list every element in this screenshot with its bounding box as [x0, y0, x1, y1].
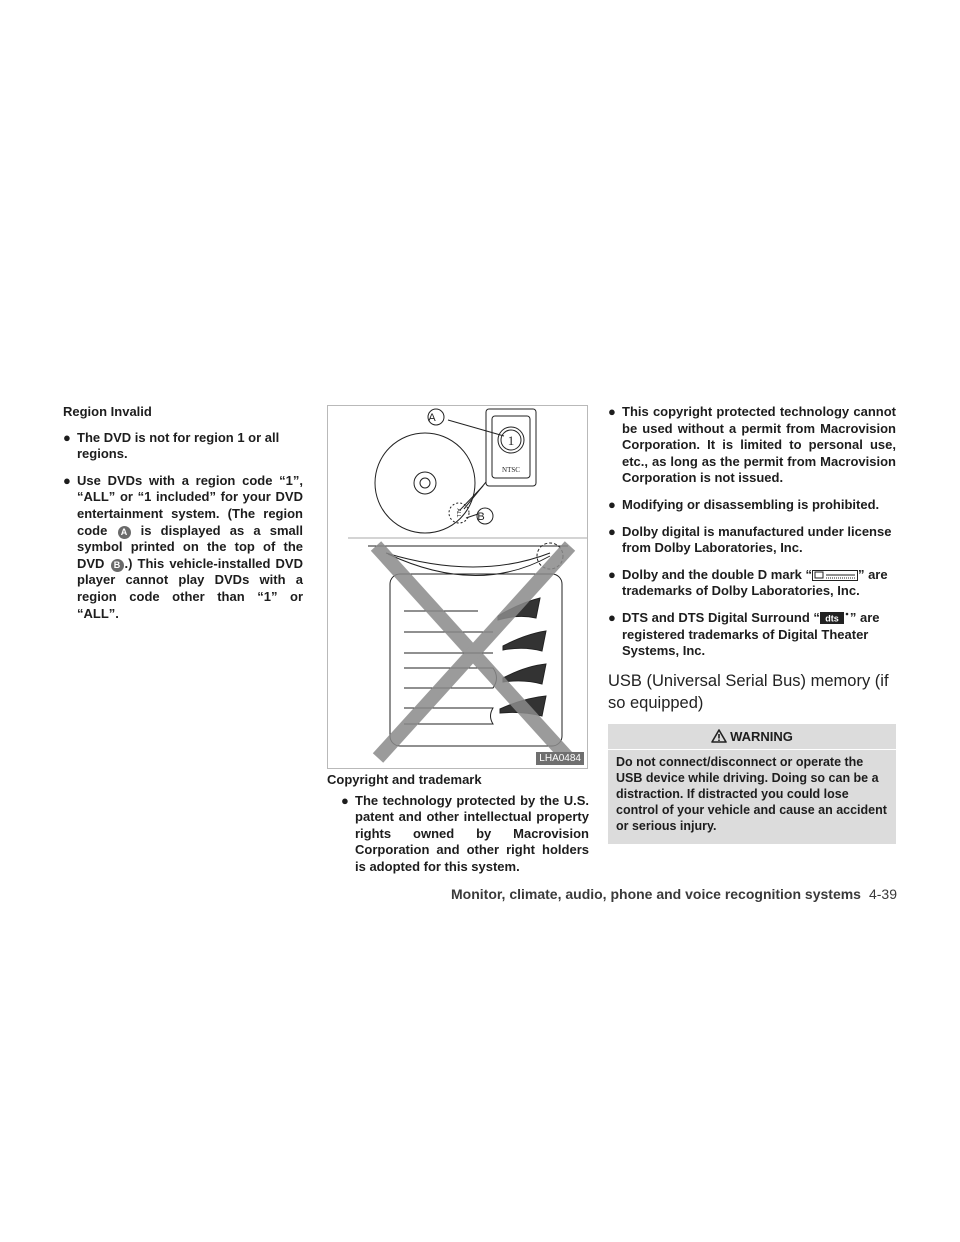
dvd-disc-shape	[375, 433, 475, 533]
figure-callout-a: A	[428, 412, 436, 424]
right-bullet-3: ● Dolby digital is manufactured under license from Dolby Laboratories, Inc.	[608, 523, 892, 556]
right-bullet-4: ● Dolby and the double D mark “ ” are trademarks of Dolby Laboratories, Inc.	[608, 566, 888, 599]
region-bullet-2: ● Use DVDs with a region code “1”, “ALL” or “1 included” for your DVD entertainment system. (The region code A is displayed as a small symbol printed on the top of the DVD B .) This vehicle-installed DVD player cannot play DVDs with a region code other than “1” or “ALL”.	[63, 472, 303, 621]
right-bullet-1: ● This copyright protected technology cannot be used without a permit from Macrovision Corporation. It is limited to personal use, etc., as long as the permit from Macrovision Corporation is not issued.	[608, 404, 896, 486]
warning-header	[608, 724, 896, 750]
region-symbol-digit: 1	[507, 433, 515, 448]
right-bullet-2: ● Modifying or disassembling is prohibited.	[608, 496, 880, 512]
callout-b-marker: B	[111, 559, 124, 572]
dolby-double-d-logo-icon	[812, 570, 858, 581]
right-bullet-5: ● DTS and DTS Digital Surround “ dts ” are registered trademarks of Digital Theater Systems, Inc.	[608, 609, 880, 659]
page-footer	[451, 886, 897, 902]
warning-title: WARNING	[730, 728, 793, 744]
figure-callout-b: B	[477, 511, 485, 523]
warning-text: Do not connect/disconnect or operate the USB device while driving. Doing so can be a distraction. If distracted you could lose control of your vehicle and cause an accident or serious injury.	[608, 750, 896, 844]
copyright-section	[327, 772, 589, 886]
warning-box	[608, 724, 896, 845]
footer-section-title: Monitor, climate, audio, phone and voice recognition systems	[451, 886, 861, 902]
figure-label: LHA0484	[536, 752, 584, 765]
bullet-dot: ●	[608, 523, 616, 539]
region-symbol-text: NTSC	[502, 466, 520, 474]
copyright-bullet-1: ● The technology protected by the U.S. patent and other intellectual property rights owned by Macrovision Corporation and other right holders is adopted for this system.	[341, 792, 589, 874]
region-bullet-1: ● The DVD is not for region 1 or all regions.	[63, 429, 280, 462]
copyright-heading: Copyright and trademark	[327, 772, 482, 787]
bullet-dot: ●	[63, 429, 71, 445]
usb-section-title: USB (Universal Serial Bus) memory (if so equipped)	[608, 671, 889, 712]
bullet-dot: ●	[63, 472, 71, 488]
page-number: 4-39	[868, 886, 897, 902]
disc-symbol-text: ALL	[455, 508, 461, 518]
right-column	[608, 404, 896, 844]
bullet-dot: ●	[608, 404, 616, 419]
dvd-region-figure	[327, 405, 588, 769]
callout-a-marker: A	[118, 526, 131, 539]
bullet-dot: ●	[608, 609, 616, 625]
dts-logo-icon	[820, 612, 850, 624]
region-invalid-heading: Region Invalid	[63, 404, 152, 419]
warning-triangle-icon	[711, 729, 727, 743]
region-invalid-section	[63, 404, 303, 632]
bullet-dot: ●	[608, 566, 616, 582]
svg-text:dts: dts	[825, 613, 839, 624]
bullet-dot: ●	[608, 496, 616, 512]
dvd-illustration	[328, 406, 587, 768]
bullet-dot: ●	[341, 792, 349, 808]
